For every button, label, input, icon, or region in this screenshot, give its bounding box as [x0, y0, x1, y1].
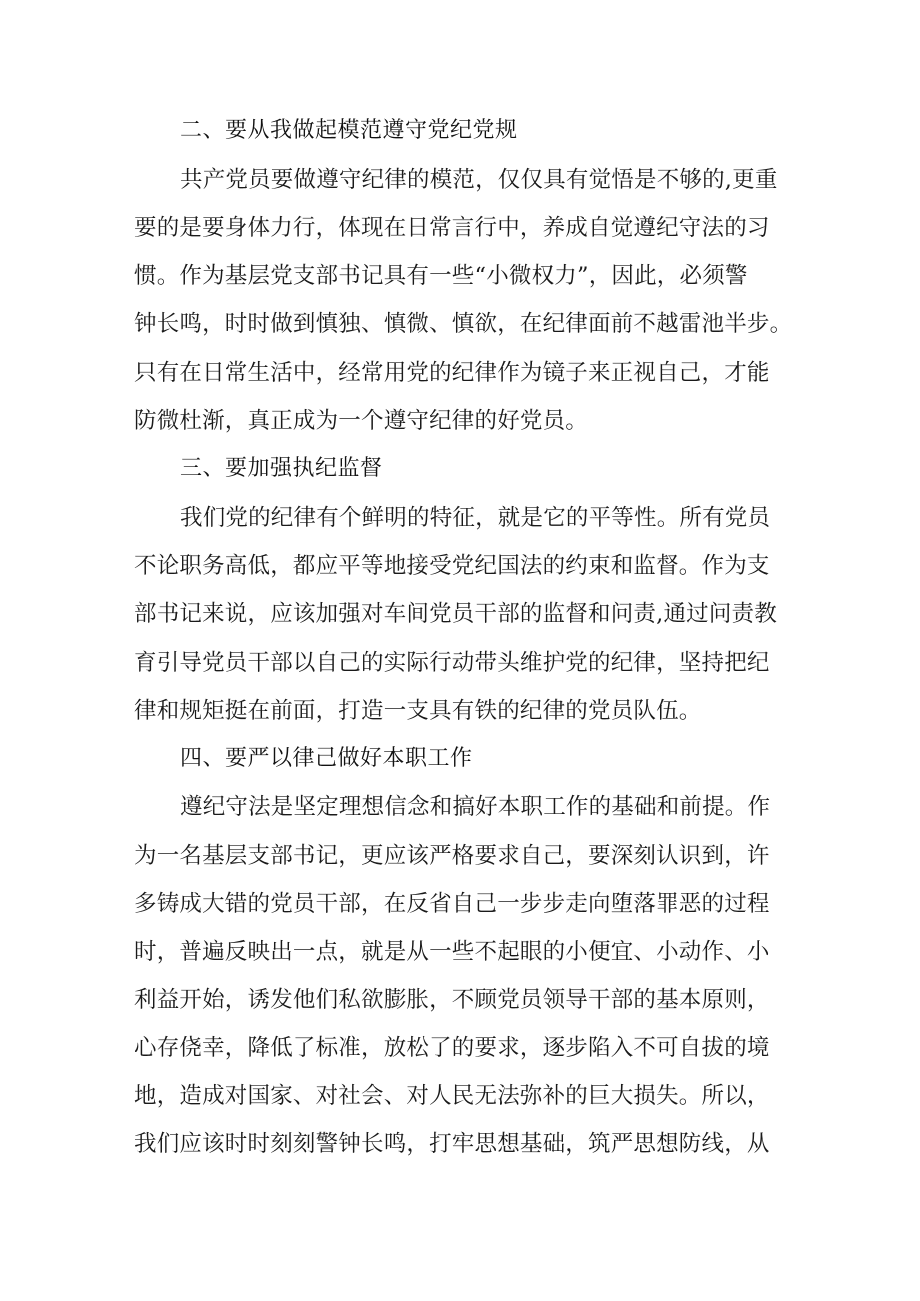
paragraph-line: 防微杜渐，真正成为一个遵守纪律的好党员。: [134, 408, 589, 434]
paragraph-line: 惯。作为基层党支部书记具有一些“小微权力”，因此，必须警: [134, 263, 748, 289]
paragraph-line: 要的是要身体力行，体现在日常言行中，养成自觉遵纪守法的习: [134, 215, 770, 241]
paragraph-line: 地，造成对国家、对社会、对人民无法弥补的巨大损失。所以，: [134, 1083, 770, 1109]
paragraph-line: 我们应该时时刻刻警钟长鸣，打牢思想基础，筑严思想防线，从: [134, 1131, 770, 1157]
section-heading-3: 三、要加强执纪监督: [180, 456, 383, 481]
paragraph-line: 共产党员要做遵守纪律的模范，仅仅具有觉悟是不够的,更重: [180, 167, 778, 193]
section-heading-4: 四、要严以律己做好本职工作: [180, 746, 473, 771]
paragraph-line: 育引导党员干部以自己的实际行动带头维护党的纪律，坚持把纪: [134, 650, 770, 676]
paragraph-line: 时，普遍反映出一点，就是从一些不起眼的小便宜、小动作、小: [134, 939, 770, 965]
paragraph-line: 律和规矩挺在前面，打造一支具有铁的纪律的党员队伍。: [134, 698, 702, 724]
paragraph-line: 我们党的纪律有个鲜明的特征，就是它的平等性。所有党员: [180, 505, 771, 531]
paragraph-line: 心存侥幸，降低了标准，放松了的要求，逐步陷入不可自拔的境: [134, 1035, 770, 1061]
paragraph-line: 多铸成大错的党员干部，在反省自己一步步走向堕落罪恶的过程: [134, 891, 770, 917]
paragraph-line: 钟长鸣，时时做到慎独、慎微、慎欲，在纪律面前不越雷池半步。: [134, 311, 793, 337]
paragraph-line: 利益开始，诱发他们私欲膨胀，不顾党员领导干部的基本原则，: [134, 987, 770, 1013]
paragraph-line: 不论职务高低，都应平等地接受党纪国法的约束和监督。作为支: [134, 553, 770, 579]
section-heading-2: 二、要从我做起模范遵守党纪党规: [180, 118, 518, 143]
paragraph-line: 部书记来说，应该加强对车间党员干部的监督和问责,通过问责教: [134, 601, 777, 627]
paragraph-line: 为一名基层支部书记，更应该严格要求自己，要深刻认识到，许: [134, 843, 770, 869]
paragraph-line: 只有在日常生活中，经常用党的纪律作为镜子来正视自己，才能: [134, 360, 770, 386]
paragraph-line: 遵纪守法是坚定理想信念和搞好本职工作的基础和前提。作: [180, 794, 771, 820]
